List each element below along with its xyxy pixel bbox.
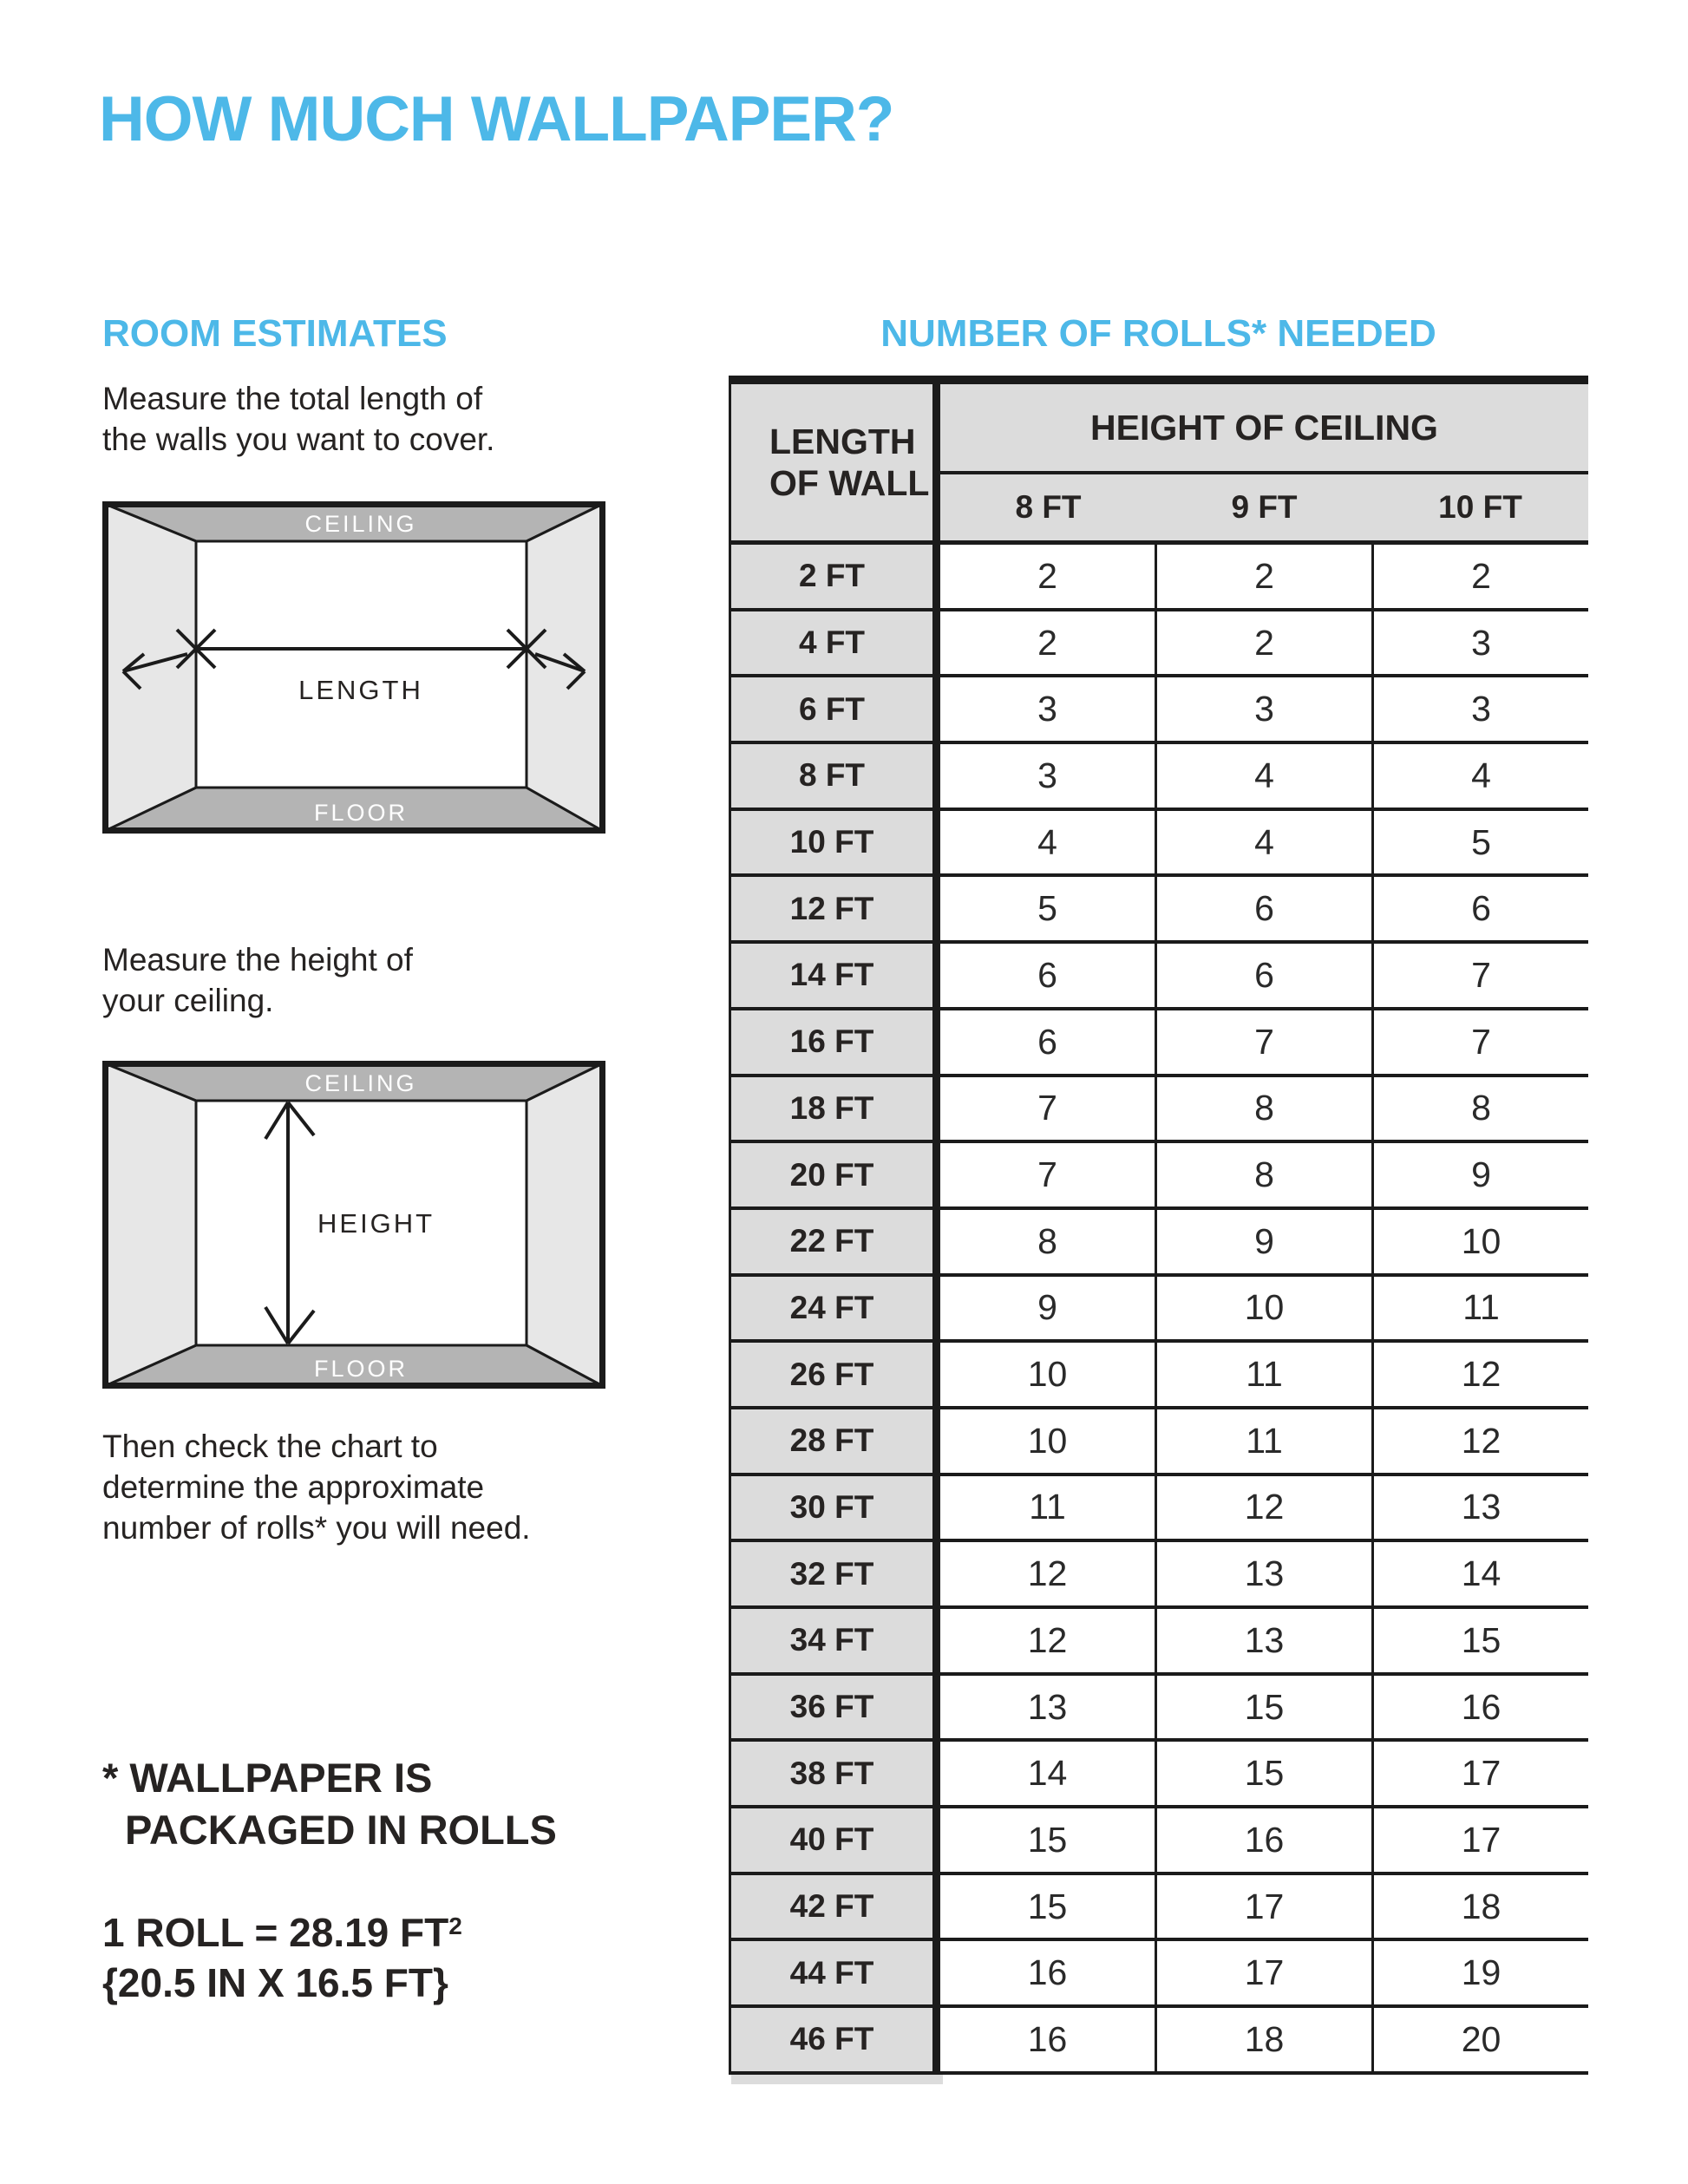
rolls-cell-9ft: 6 (1155, 944, 1371, 1007)
rolls-cell-8ft: 14 (940, 1742, 1155, 1805)
table-row (729, 1010, 1588, 1077)
table-row (729, 1277, 1588, 1344)
rolls-cell-10ft: 19 (1371, 1941, 1588, 2004)
table-row (729, 1941, 1588, 2008)
rolls-cell-9ft: 8 (1155, 1077, 1371, 1141)
rolls-cell-8ft: 8 (940, 1210, 1155, 1273)
header-line: OF WALL (769, 463, 930, 503)
paragraph-line: your ceiling. (102, 983, 274, 1018)
rolls-cell-9ft: 10 (1155, 1277, 1371, 1340)
rolls-cell-10ft: 11 (1371, 1277, 1588, 1340)
length-of-wall-cell: 28 FT (729, 1409, 940, 1473)
rolls-cell-9ft: 15 (1155, 1742, 1371, 1805)
table-row (729, 877, 1588, 944)
table-header (729, 384, 1588, 545)
length-of-wall-cell: 22 FT (729, 1210, 940, 1273)
height-of-ceiling-header: HEIGHT OF CEILING (1090, 407, 1438, 448)
footnote-line: * WALLPAPER IS (102, 1755, 433, 1801)
rolls-cell-8ft: 3 (940, 744, 1155, 808)
rolls-cell-8ft: 7 (940, 1143, 1155, 1206)
number-of-rolls-heading: NUMBER OF ROLLS* NEEDED (880, 312, 1436, 355)
length-of-wall-cell: 18 FT (729, 1077, 940, 1141)
wallpaper-rolls-footnote (102, 1752, 557, 1856)
table-row (729, 1742, 1588, 1808)
table-row (729, 545, 1588, 611)
rolls-cell-10ft: 3 (1371, 677, 1588, 741)
rolls-cell-8ft: 4 (940, 811, 1155, 874)
rolls-cell-9ft: 18 (1155, 2008, 1371, 2071)
table-row (729, 1343, 1588, 1409)
left-wall (105, 1063, 196, 1386)
paragraph-line: determine the approximate (102, 1469, 485, 1505)
rolls-cell-9ft: 17 (1155, 1941, 1371, 2004)
table-row (729, 1875, 1588, 1942)
rolls-cell-8ft: 11 (940, 1476, 1155, 1540)
rolls-cell-10ft: 10 (1371, 1210, 1588, 1273)
rolls-cell-10ft: 13 (1371, 1476, 1588, 1540)
superscript-2: 2 (448, 1913, 462, 1939)
rolls-cell-8ft: 3 (940, 677, 1155, 741)
ceiling-height-subheaders (940, 474, 1588, 540)
rolls-cell-10ft: 17 (1371, 1742, 1588, 1805)
rolls-cell-9ft: 4 (1155, 744, 1371, 808)
table-row (729, 1542, 1588, 1609)
length-of-wall-cell: 34 FT (729, 1609, 940, 1672)
paragraph-line: number of rolls* you will need. (102, 1510, 531, 1546)
table-row (729, 744, 1588, 811)
table-row (729, 1676, 1588, 1743)
rolls-cell-9ft: 6 (1155, 877, 1371, 940)
rolls-cell-9ft: 13 (1155, 1609, 1371, 1672)
rolls-cell-10ft: 5 (1371, 811, 1588, 874)
length-of-wall-cell: 10 FT (729, 811, 940, 874)
subheader-10ft: 10 FT (1438, 489, 1522, 525)
table-row (729, 944, 1588, 1010)
length-of-wall-cell: 8 FT (729, 744, 940, 808)
rolls-needed-table (729, 376, 1588, 2084)
rolls-cell-8ft: 6 (940, 944, 1155, 1007)
footnote-line: PACKAGED IN ROLLS (125, 1807, 557, 1853)
rolls-cell-8ft: 13 (940, 1676, 1155, 1739)
rolls-cell-9ft: 13 (1155, 1542, 1371, 1605)
rolls-cell-9ft: 2 (1155, 545, 1371, 608)
rolls-cell-10ft: 9 (1371, 1143, 1588, 1206)
rolls-cell-9ft: 12 (1155, 1476, 1371, 1540)
table-row (729, 2008, 1588, 2075)
rolls-cell-9ft: 15 (1155, 1676, 1371, 1739)
left-wall (105, 504, 196, 831)
room-estimates-heading: ROOM ESTIMATES (102, 312, 448, 355)
rolls-cell-10ft: 17 (1371, 1808, 1588, 1872)
rolls-cell-8ft: 7 (940, 1077, 1155, 1141)
paragraph-line: Measure the total length of (102, 381, 483, 416)
table-row (729, 1210, 1588, 1277)
right-wall (527, 1063, 603, 1386)
length-of-wall-cell: 38 FT (729, 1742, 940, 1805)
rolls-cell-9ft: 17 (1155, 1875, 1371, 1939)
table-row (729, 611, 1588, 678)
table-body (729, 545, 1588, 2075)
measure-height-paragraph (102, 939, 413, 1021)
room-length-diagram (102, 501, 605, 834)
rolls-cell-8ft: 2 (940, 611, 1155, 675)
rolls-cell-10ft: 14 (1371, 1542, 1588, 1605)
subheader-8ft: 8 FT (1015, 489, 1082, 525)
rolls-cell-10ft: 12 (1371, 1409, 1588, 1473)
page-title: HOW MUCH WALLPAPER? (99, 84, 894, 154)
rolls-cell-8ft: 15 (940, 1875, 1155, 1939)
rolls-cell-9ft: 9 (1155, 1210, 1371, 1273)
rolls-cell-8ft: 12 (940, 1609, 1155, 1672)
table-row (729, 811, 1588, 878)
rolls-cell-8ft: 12 (940, 1542, 1155, 1605)
rolls-cell-8ft: 9 (940, 1277, 1155, 1340)
length-of-wall-cell: 32 FT (729, 1542, 940, 1605)
floor-label: FLOOR (313, 800, 409, 826)
length-of-wall-cell: 30 FT (729, 1476, 940, 1540)
paragraph-line: Then check the chart to (102, 1429, 438, 1464)
rolls-cell-10ft: 20 (1371, 2008, 1588, 2071)
rolls-cell-10ft: 8 (1371, 1077, 1588, 1141)
table-row (729, 1409, 1588, 1476)
rolls-cell-10ft: 7 (1371, 1010, 1588, 1074)
height-label: HEIGHT (317, 1208, 435, 1239)
header-line: LENGTH (769, 422, 916, 461)
roll-size-info (102, 1901, 462, 2008)
length-of-wall-cell: 36 FT (729, 1676, 940, 1739)
rolls-cell-9ft: 2 (1155, 611, 1371, 675)
length-of-wall-cell: 44 FT (729, 1941, 940, 2004)
rolls-cell-8ft: 16 (940, 1941, 1155, 2004)
table-row (729, 1476, 1588, 1543)
length-of-wall-cell: 40 FT (729, 1808, 940, 1872)
rolls-cell-10ft: 15 (1371, 1609, 1588, 1672)
rolls-cell-10ft: 18 (1371, 1875, 1588, 1939)
roll-dimensions: {20.5 IN X 16.5 FT} (102, 1960, 448, 2005)
ceiling-label: CEILING (304, 511, 417, 537)
rolls-cell-10ft: 12 (1371, 1343, 1588, 1406)
roll-equation: 1 ROLL = 28.19 $FT^2$ (102, 1910, 462, 1955)
table-row (729, 1808, 1588, 1875)
check-chart-paragraph (102, 1426, 531, 1548)
rolls-cell-9ft: 4 (1155, 811, 1371, 874)
right-wall (527, 504, 603, 831)
rolls-cell-8ft: 10 (940, 1409, 1155, 1473)
rolls-cell-9ft: 11 (1155, 1409, 1371, 1473)
length-of-wall-cell: 2 FT (729, 545, 940, 608)
rolls-cell-8ft: 2 (940, 545, 1155, 608)
ceiling-label: CEILING (304, 1070, 417, 1096)
table-top-bar (729, 376, 1588, 384)
length-of-wall-cell: 12 FT (729, 877, 940, 940)
table-row (729, 1143, 1588, 1210)
paragraph-line: Measure the height of (102, 942, 413, 978)
rolls-cell-8ft: 6 (940, 1010, 1155, 1074)
rolls-cell-10ft: 7 (1371, 944, 1588, 1007)
floor-label: FLOOR (313, 1356, 409, 1382)
rolls-cell-10ft: 3 (1371, 611, 1588, 675)
length-of-wall-cell: 6 FT (729, 677, 940, 741)
rolls-cell-10ft: 16 (1371, 1676, 1588, 1739)
length-of-wall-header (729, 384, 940, 540)
room-height-diagram (102, 1061, 605, 1389)
table-row (729, 677, 1588, 744)
rolls-cell-9ft: 3 (1155, 677, 1371, 741)
rolls-cell-9ft: 11 (1155, 1343, 1371, 1406)
length-of-wall-cell: 42 FT (729, 1875, 940, 1939)
rolls-cell-10ft: 6 (1371, 877, 1588, 940)
length-of-wall-cell: 46 FT (729, 2008, 940, 2071)
length-of-wall-cell: 26 FT (729, 1343, 940, 1406)
rolls-cell-9ft: 7 (1155, 1010, 1371, 1074)
paragraph-line: the walls you want to cover. (102, 422, 495, 457)
rolls-cell-10ft: 2 (1371, 545, 1588, 608)
rolls-cell-8ft: 15 (940, 1808, 1155, 1872)
rolls-cell-9ft: 8 (1155, 1143, 1371, 1206)
length-label: LENGTH (298, 675, 423, 705)
height-of-ceiling-group (940, 384, 1588, 540)
rolls-cell-8ft: 5 (940, 877, 1155, 940)
rolls-cell-9ft: 16 (1155, 1808, 1371, 1872)
back-wall (196, 541, 527, 788)
length-of-wall-cell: 14 FT (729, 944, 940, 1007)
length-of-wall-cell: 20 FT (729, 1143, 940, 1206)
subheader-9ft: 9 FT (1231, 489, 1298, 525)
table-row (729, 1077, 1588, 1144)
rolls-cell-8ft: 16 (940, 2008, 1155, 2071)
measure-length-paragraph (102, 378, 494, 460)
table-row (729, 1609, 1588, 1676)
table-gray-tail (731, 2075, 943, 2084)
length-of-wall-cell: 4 FT (729, 611, 940, 675)
rolls-cell-10ft: 4 (1371, 744, 1588, 808)
length-of-wall-cell: 24 FT (729, 1277, 940, 1340)
rolls-cell-8ft: 10 (940, 1343, 1155, 1406)
length-of-wall-cell: 16 FT (729, 1010, 940, 1074)
